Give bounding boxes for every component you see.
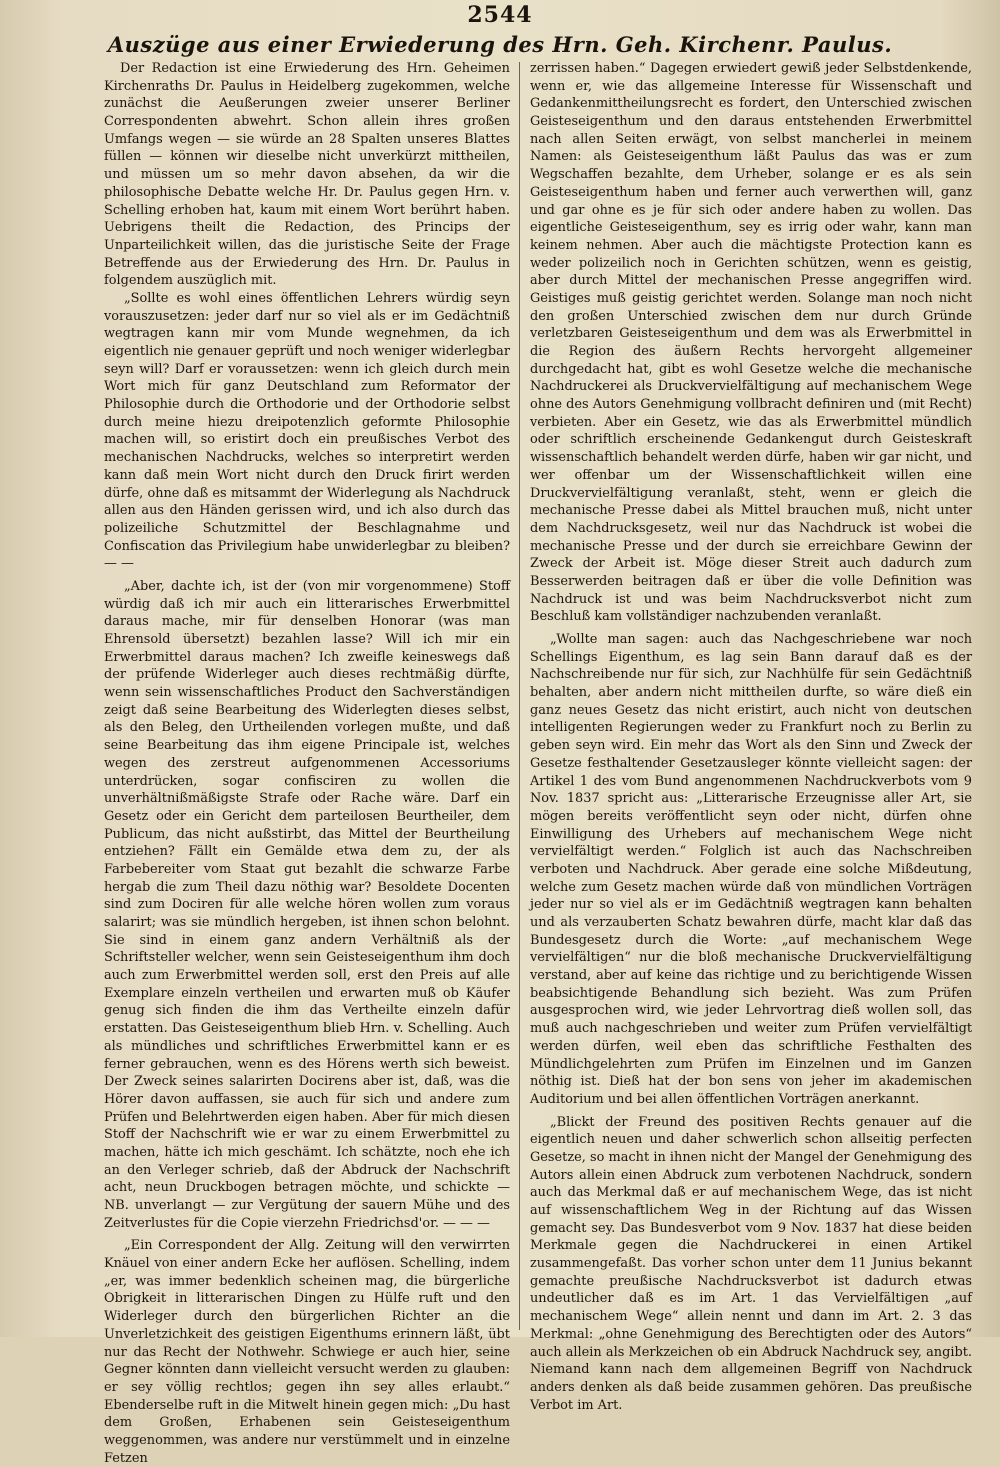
paragraph: „Wollte man sagen: auch das Nachgeschriebene war noch Schellings Eigenthum, es lag sein Bann darauf daß es der Nachschreibende nur für sich, zur Nachhülfe für sein Gedächtniß behalten, aber andern nicht mittheilen durfte, so wäre dieß ein ganz neues Gesetz das nicht eristirt, auch nicht von deutschen intelligenten Regierungen weder zu Frankfurt noch zu Berlin zu geben seyn wird. Ein mehr das Wort als den Sinn und Zweck der Gesetze festhaltender Gesetzausleger könnte vielleicht sagen: der Artikel 1 des vom Bund angenommenen Nachdruckverbots vom 9 Nov. 1837 spricht aus: „Litterarische Erzeugnisse aller Art, sie mögen bereits veröffentlicht seyn oder nicht, dürfen ohne Einwilligung des Urhebers auf mechanischem Wege nicht vervielfältigt werden.“ Folglich ist auch das Nachschreiben verboten und Nachdruck. Aber gerade eine solche Mißdeutung, welche zum Gesetz machen würde daß von mündlichen Vorträgen jeder nur so viel als er im Gedächtniß wegtragen kann behalten und als verzauberten Schatz bewahren dürfe, macht klar daß das Bundesgesetz durch die Worte: „auf mechanischem Wege vervielfältigen“ nur die bloß mechanische Druckvervielfältigung verstand, aber auf keine das richtige und zu berichtigende Wissen beabsichtigende Behandlung sich bezieht. Was zum Prüfen ausgesprochen wird, wie jeder Lehrvortrag dieß wollen soll, das muß auch nachgeschrieben und weiter zum Prüfen vervielfältigt werden dürfen, weil eben das schriftliche Festhalten des Mündlichgelehrten zum Prüfen im Einzelnen und im Ganzen nöthig ist. Dieß hat der bon sens von jeher im akademischen Auditorium und bei allen öffentlichen Vorträgen anerkannt. bbox=[530, 632, 972, 1107]
paragraph: zerrissen haben.“ Dagegen erwiedert gewiß jeder Selbstdenkende, wenn er, wie das allgemeine Interesse für Wissenschaft und Gedankenmittheilungsrecht es fordert, den Unterschied zwischen Geisteseigenthum und den daraus entstehenden Erwerbmittel nach allen Seiten erwägt, von selbst mancherlei in meinem Namen: als Geisteseigenthum läßt Paulus das was er zum Wegschaffen bezahlte, dem Urheber, solange er es als sein Geisteseigenthum haben und ferner auch verwerthen will, ganz und gar ohne es je für sich oder andere haben zu wollen. Das eigentliche Geisteseigenthum, sey es irrig oder wahr, kann man keinem nehmen. Aber auch die mächtigste Protection kann es weder polizeilich noch in Gerichten schützen, wenn es geistig, aber durch Mittel der mechanischen Presse angegriffen wird. Geistiges muß geistig gerichtet werden. Solange man noch nicht den großen Unterschied zwischen dem nur durch Gründe verletzbaren Geisteseigenthum und dem was als Erwerbmittel in die Region des äußern Rechts hervorgeht allgemeiner durchgedacht hat, gibt es wohl Gesetze welche die mechanische Nachdruckerei als Druckvervielfältigung auf mechanischem Wege ohne des Autors Genehmigung vollbracht definiren und (mit Recht) verbieten. Aber ein Gesetz, wie das als Erwerbmittel mündlich oder schriftlich erscheinende Gedankengut durch Geisteskraft wissenschaftlich behandelt werden dürfe, haben wir gar nicht, und wer offenbar um der Wissenschaftlichkeit willen eine Druckvervielfältigung veranlaßt, steht, wenn er gleich die mechanische Presse dabei als Mittel brauchen muß, nicht unter dem Nachdrucksgesetz, weil nur das Nachdruck ist wobei die mechanische Presse und der durch sie erreichbare Gewinn der Zweck der Arbeit ist. Möge dieser Streit auch dadurch zum Besserwerden beitragen daß er über die volle Definition was Nachdruck ist und was beim Nachdrucksverbot nicht zum Beschluß kam vollständiger nachzubenden veranlaßt. bbox=[530, 61, 972, 625]
paragraph: „Ein Correspondent der Allg. Zeitung will den verwirrten Knäuel von einer andern Ecke her auflösen. Schelling, indem „er, was immer bedenklich scheinen mag, die bürgerliche Obrigkeit in litterarischen Dingen zu Hülfe ruft und den Widerleger durch den bürgerlichen Richter an die Unverletzichkeit des geistigen Eigenthums erinnern läßt, übt nur das Recht der Nothwehr. Schwiege er auch hier, seine Gegner könnten dann vielleicht versucht werden zu glauben: er sey völlig rechtlos; gegen ihn sey alles erlaubt.“ Ebenderselbe ruft in die Mitwelt hinein gegen mich: „Du hast dem Großen, Erhabenen sein Geisteseigenthum weggenommen, was andere nur verstümmelt und in einzelne Fetzen bbox=[104, 1238, 510, 1466]
page-number: 2544 bbox=[467, 2, 533, 28]
paragraph: „Blickt der Freund des positiven Rechts genauer auf die eigentlich neuen und daher schwerlich schon allseitig perfecten Gesetze, so macht in ihnen nicht der Mangel der Genehmigung des Autors allein einen Abdruck zum verbotenen Nachdruck, sondern auch das Merkmal daß er auf mechanischem Wege, das ist nicht auf wissenschaftlichem Weg in der Richtung auf das Wissen gemacht sey. Das Bundesverbot vom 9 Nov. 1837 hat diese beiden Merkmale gegen die Nachdruckerei in einen Artikel zusammengefaßt. Das vorher schon unter dem 11 Junius bekannt gemachte preußische Nachdrucksverbot ist dadurch etwas undeutlicher daß es im Art. 1 das Vervielfältigen „auf mechanischem Wege“ allein nennt und dann im Art. 2. 3 das Merkmal: „ohne Genehmigung des Berechtigten oder des Autors“ auch allein als Merkzeichen ob ein Abdruck Nachdruck sey, angibt. Niemand kann nach dem allgemeinen Begriff von Nachdruck anders denken als daß beide zusammen gehören. Das preußische Verbot im Art. bbox=[530, 1114, 972, 1413]
column-divider bbox=[519, 62, 520, 1330]
paragraph: Der Redaction ist eine Erwiederung des Hrn. Geheimen Kirchenraths Dr. Paulus in Heidelberg zugekommen, welche zunächst die Aeußerungen zweier unserer Berliner Correspondenten abwehrt. Schon allein ihres großen Umfangs wegen — sie würde an 28 Spalten unseres Blattes füllen — können wir dieselbe nicht unverkürzt mittheilen, und müssen um so mehr davon absehen, da wir die philosophische Debatte welche Hr. Dr. Paulus gegen Hrn. v. Schelling erhoben hat, kaum mit einem Wort berührt haben. Uebrigens theilt die Redaction, des Princips der Unparteilichkeit willen, das die juristische Seite der Frage Betreffende aus der Erwiederung des Hrn. Dr. Paulus in folgendem auszüglich mit. bbox=[104, 61, 510, 289]
paragraph: „Aber, dachte ich, ist der (von mir vorgenommene) Stoff würdig daß ich mir auch ein litterarisches Erwerbmittel daraus mache, mir für denselben Honorar (was man Ehrensold übersetzt) bezahlen lasse? Will ich mir ein Erwerbmittel daraus machen? Ich zweifle keineswegs daß der prüfende Widerleger auch dieses rechtmäßig dürfte, wenn sein wissenschaftliches Product den Sachverständigen zeigt daß seine Bearbeitung des Widerlegten dieses selbst, als den Beleg, den Urtheilenden vorlegen mußte, und daß seine Bearbeitung das ihm eigene Principale ist, welches wegen des zerstreut aufgenommenen Accessoriums unterdrücken, sogar confisciren zu wollen die unverhältnißmäßigste Strafe oder Rache wäre. Darf ein Gesetz oder ein Gericht dem parteilosen Beurtheiler, dem Publicum, das nicht außstirbt, das Mittel der Beurtheilung entziehen? Fällt ein Gemälde etwa dem zu, der als Farbebereiter vom Staat gut bezahlt die schwarze Farbe hergab die zum Theil dazu nöthig war? Besoldete Docenten sind zum Dociren für alle welche hören wollen zum voraus salarirt; was sie mündlich hergeben, ist ihnen schon belohnt. Sie sind in einem ganz andern Verhältniß als der Schriftsteller welcher, wenn sein Geisteseigenthum ihm doch auch zum Erwerbmittel werden soll, erst den Preis auf alle Exemplare einzeln vertheilen und erwarten muß ob Käufer genug sich finden die ihm das Vertheilte einzeln dafür erstatten. Das Geisteseigenthum blieb Hrn. v. Schelling. Auch als mündliches und schriftliches Erwerbmittel kann er es ferner gebrauchen, wenn es des Hörens werth sich beweist. Der Zweck seines salarirten Docirens aber ist, daß, was die Hörer davon auffassen, sie auch für sich und andere zum Prüfen und Belehrtwerden eigen haben. Aber für mich diesen Stoff der Nachschrift wie er war zu einem Erwerbmittel zu machen, hätte ich mich geschämt. Ich schätzte, noch ehe ich an den Verleger schrieb, daß der Abdruck der Nachschrift acht, neun Druckbogen betragen möchte, und schickte — NB. unverlangt — zur Vergütung der sauern Mühe und des Zeitverlustes für die Copie vierzehn Friedrichsd'or. — — — bbox=[104, 578, 510, 1231]
article-headline: Auszüge aus einer Erwiederung des Hrn. Geh. Kirchenr. Paulus. bbox=[107, 32, 893, 57]
right-column bbox=[530, 60, 972, 1413]
left-column bbox=[104, 60, 510, 1466]
paragraph: „Sollte es wohl eines öffentlichen Lehrers würdig seyn vorauszusetzen: jeder darf nur so viel als er im Gedächtniß wegtragen kann mir vom Munde wegnehmen, da ich eigentlich nie genauer geprüft und noch weniger widerlegbar seyn will? Darf er voraussetzen: wenn ich gleich durch mein Wort mich für ganz Deutschland zum Reformator der Philosophie durch die Orthodorie und der Orthodorie selbst durch meine hiezu dreipotenzlich geformte Philosophie machen will, so eristirt doch ein preußisches Verbot des mechanischen Nachdrucks, welches so interpretirt werden kann daß mein Wort nicht durch den Druck firirt werden dürfe, ohne daß es mitsammt der Widerlegung als Nachdruck allen aus den Händen gerissen wird, und ich also durch das polizeiliche Schutzmittel der Beschlagnahme und Confiscation das Privilegium habe unwiderlegbar zu bleiben? — — bbox=[104, 290, 510, 572]
